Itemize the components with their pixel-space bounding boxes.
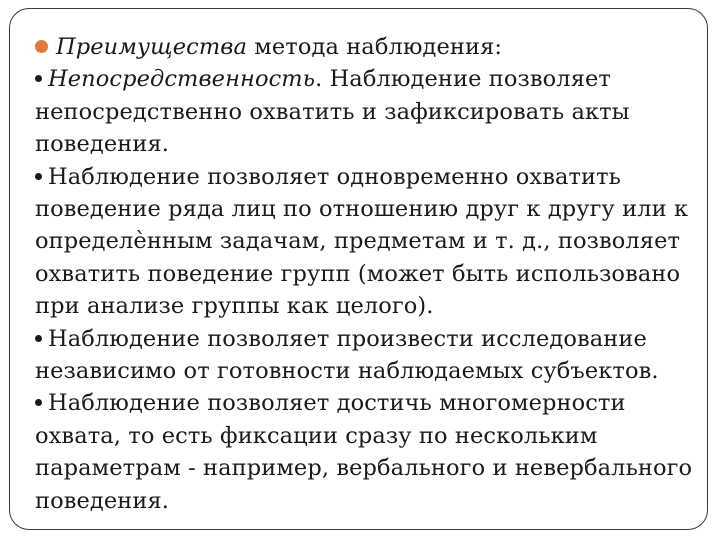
- bullet-icon: [35, 75, 42, 82]
- list-item-2-text: Наблюдение позволяет одновременно охватить поведение ряда лиц по отношению друг к другу или к определѐнным задачам, предметам и т. д., позволяет охватить поведение групп (может быть использовано при анализе группы как целого).: [35, 163, 689, 320]
- list-item-3-text: Наблюдение позволяет произвести исследование независимо от готовности наблюдаемых субъектов.: [35, 325, 659, 385]
- list-item-1-text: . Наблюдение позволяет непосредственно охватить и зафиксировать акты поведения.: [35, 66, 630, 158]
- bullet-icon: [35, 335, 42, 342]
- heading-text: метода наблюдения:: [247, 34, 503, 60]
- list-item-1-italic: Непосредственность: [48, 66, 316, 93]
- orange-bullet-icon: [35, 40, 48, 53]
- list-item-4-text: Наблюдение позволяет достичь многомерности охвата, то есть фиксации сразу по нескольким параметрам - например, вербального и невербального поведения.: [35, 390, 693, 514]
- slide-heading: [35, 31, 695, 63]
- bullet-icon: [35, 399, 42, 406]
- heading-italic: Преимущества: [56, 34, 248, 60]
- slide-content: [35, 31, 695, 517]
- list-item-4: [35, 387, 695, 517]
- slide-frame: [9, 8, 708, 530]
- list-item-2: [35, 161, 695, 323]
- list-item-3: [35, 323, 695, 388]
- list-item-1: [35, 63, 695, 160]
- bullet-icon: [35, 173, 42, 180]
